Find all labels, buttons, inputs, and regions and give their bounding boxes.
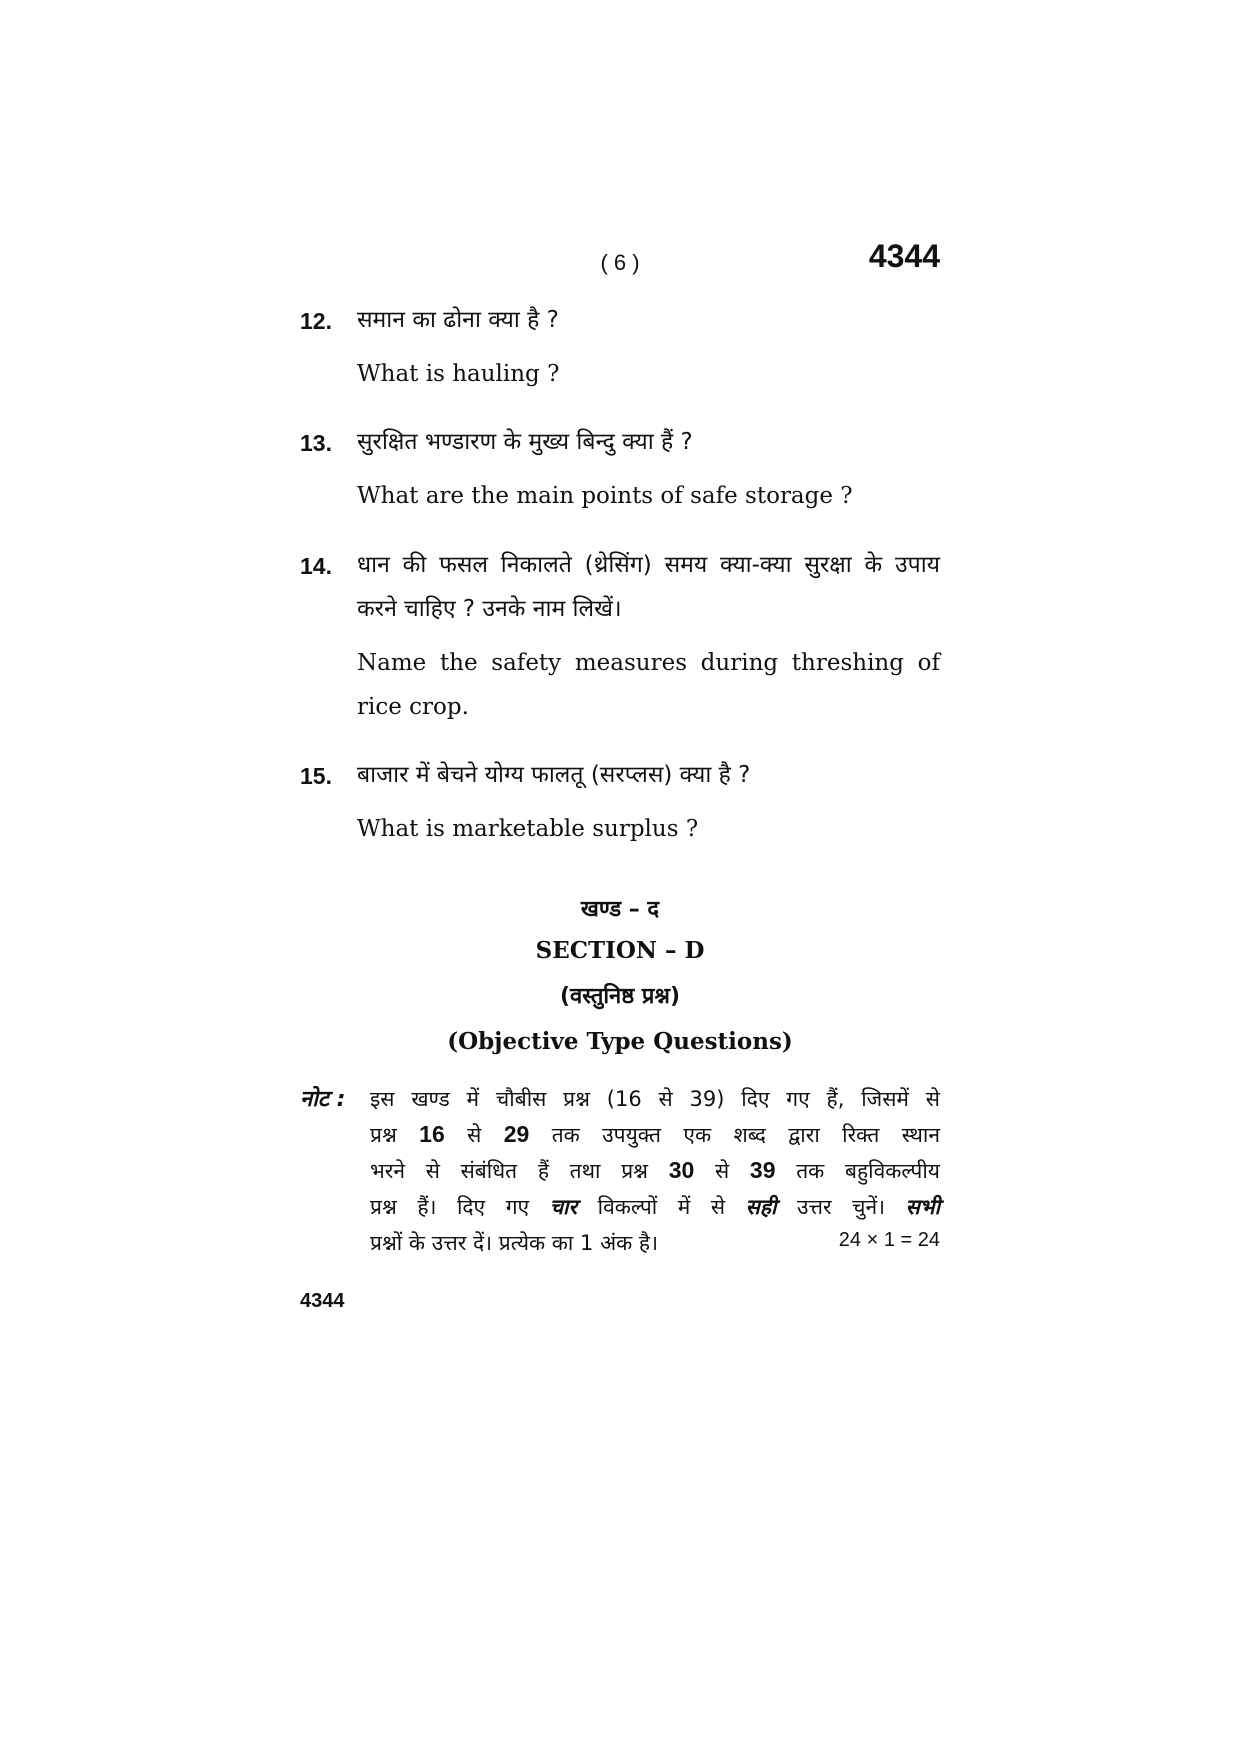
note-l2-a: प्रश्न xyxy=(370,1123,397,1147)
note-l5-text: प्रश्नों के उत्तर दें। प्रत्येक का 1 अंक है। xyxy=(370,1231,659,1255)
section-english-title: SECTION – D xyxy=(535,937,705,964)
note-l3-a: भरने से संबंधित हैं तथा प्रश्न xyxy=(370,1159,648,1183)
note-l4-a: प्रश्न हैं। दिए गए xyxy=(370,1195,530,1219)
question-15-english: What is marketable surplus ? xyxy=(357,816,699,842)
note-line-2 xyxy=(370,1121,940,1149)
question-14-hindi-line2: करने चाहिए ? उनके नाम लिखें। xyxy=(357,596,622,622)
note-line-3 xyxy=(370,1157,940,1185)
note-l2-num-29: 29 xyxy=(503,1121,530,1147)
question-12-hindi: समान का ढोना क्या है ? xyxy=(357,307,559,333)
question-14-number: 14. xyxy=(300,553,332,579)
paper-code-footer: 4344 xyxy=(300,1290,345,1312)
note-l4-sahi: सही xyxy=(745,1195,777,1219)
question-13-number: 13. xyxy=(300,430,332,456)
note-l4-char: चार xyxy=(549,1195,578,1219)
note-marks: 24 × 1 = 24 xyxy=(838,1229,940,1251)
note-l2-c: से xyxy=(467,1123,482,1147)
page-number: ( 6 ) xyxy=(600,250,640,275)
question-12-number: 12. xyxy=(300,308,332,334)
question-14-english-line1: Name the safety measures during threshing of xyxy=(357,650,940,676)
question-12-english: What is hauling ? xyxy=(357,361,560,387)
note-line-4 xyxy=(370,1193,940,1221)
question-14-english-line2: rice crop. xyxy=(357,694,469,720)
section-english-subtitle: (Objective Type Questions) xyxy=(447,1028,793,1055)
note-l3-c: से xyxy=(715,1159,730,1183)
section-hindi-title: खण्ड – द xyxy=(580,897,660,922)
note-l4-c: विकल्पों में से xyxy=(597,1195,726,1219)
question-15-hindi: बाजार में बेचने योग्य फालतू (सरप्लस) क्या है ? xyxy=(357,762,751,788)
note-l4-sabhi: सभी xyxy=(905,1195,941,1219)
note-label: नोट : xyxy=(300,1087,346,1112)
paper-code-header: 4344 xyxy=(868,238,940,274)
question-13-english: What are the main points of safe storage ? xyxy=(357,483,853,509)
note-l3-num-39: 39 xyxy=(749,1157,776,1183)
question-14-hindi-line1: धान की फसल निकालते (थ्रेसिंग) समय क्या-क्या सुरक्षा के उपाय xyxy=(357,552,940,578)
note-l2-num-16: 16 xyxy=(419,1121,445,1147)
section-hindi-subtitle: (वस्तुनिष्ठ प्रश्न) xyxy=(559,984,681,1009)
note-line-1: इस खण्ड में चौबीस प्रश्न (16 से 39) दिए गए हैं, जिसमें से xyxy=(370,1087,940,1111)
note-line-5 xyxy=(370,1229,940,1257)
note-l4-e: उत्तर चुनें। xyxy=(796,1195,886,1219)
note-l3-num-30: 30 xyxy=(668,1157,695,1183)
note-l3-e: तक बहुविकल्पीय xyxy=(796,1159,940,1183)
question-13-hindi: सुरक्षित भण्डारण के मुख्य बिन्दु क्या हैं ? xyxy=(357,429,693,455)
note-l2-e: तक उपयुक्त एक शब्द द्वारा रिक्त स्थान xyxy=(551,1123,941,1147)
question-15-number: 15. xyxy=(300,763,332,789)
